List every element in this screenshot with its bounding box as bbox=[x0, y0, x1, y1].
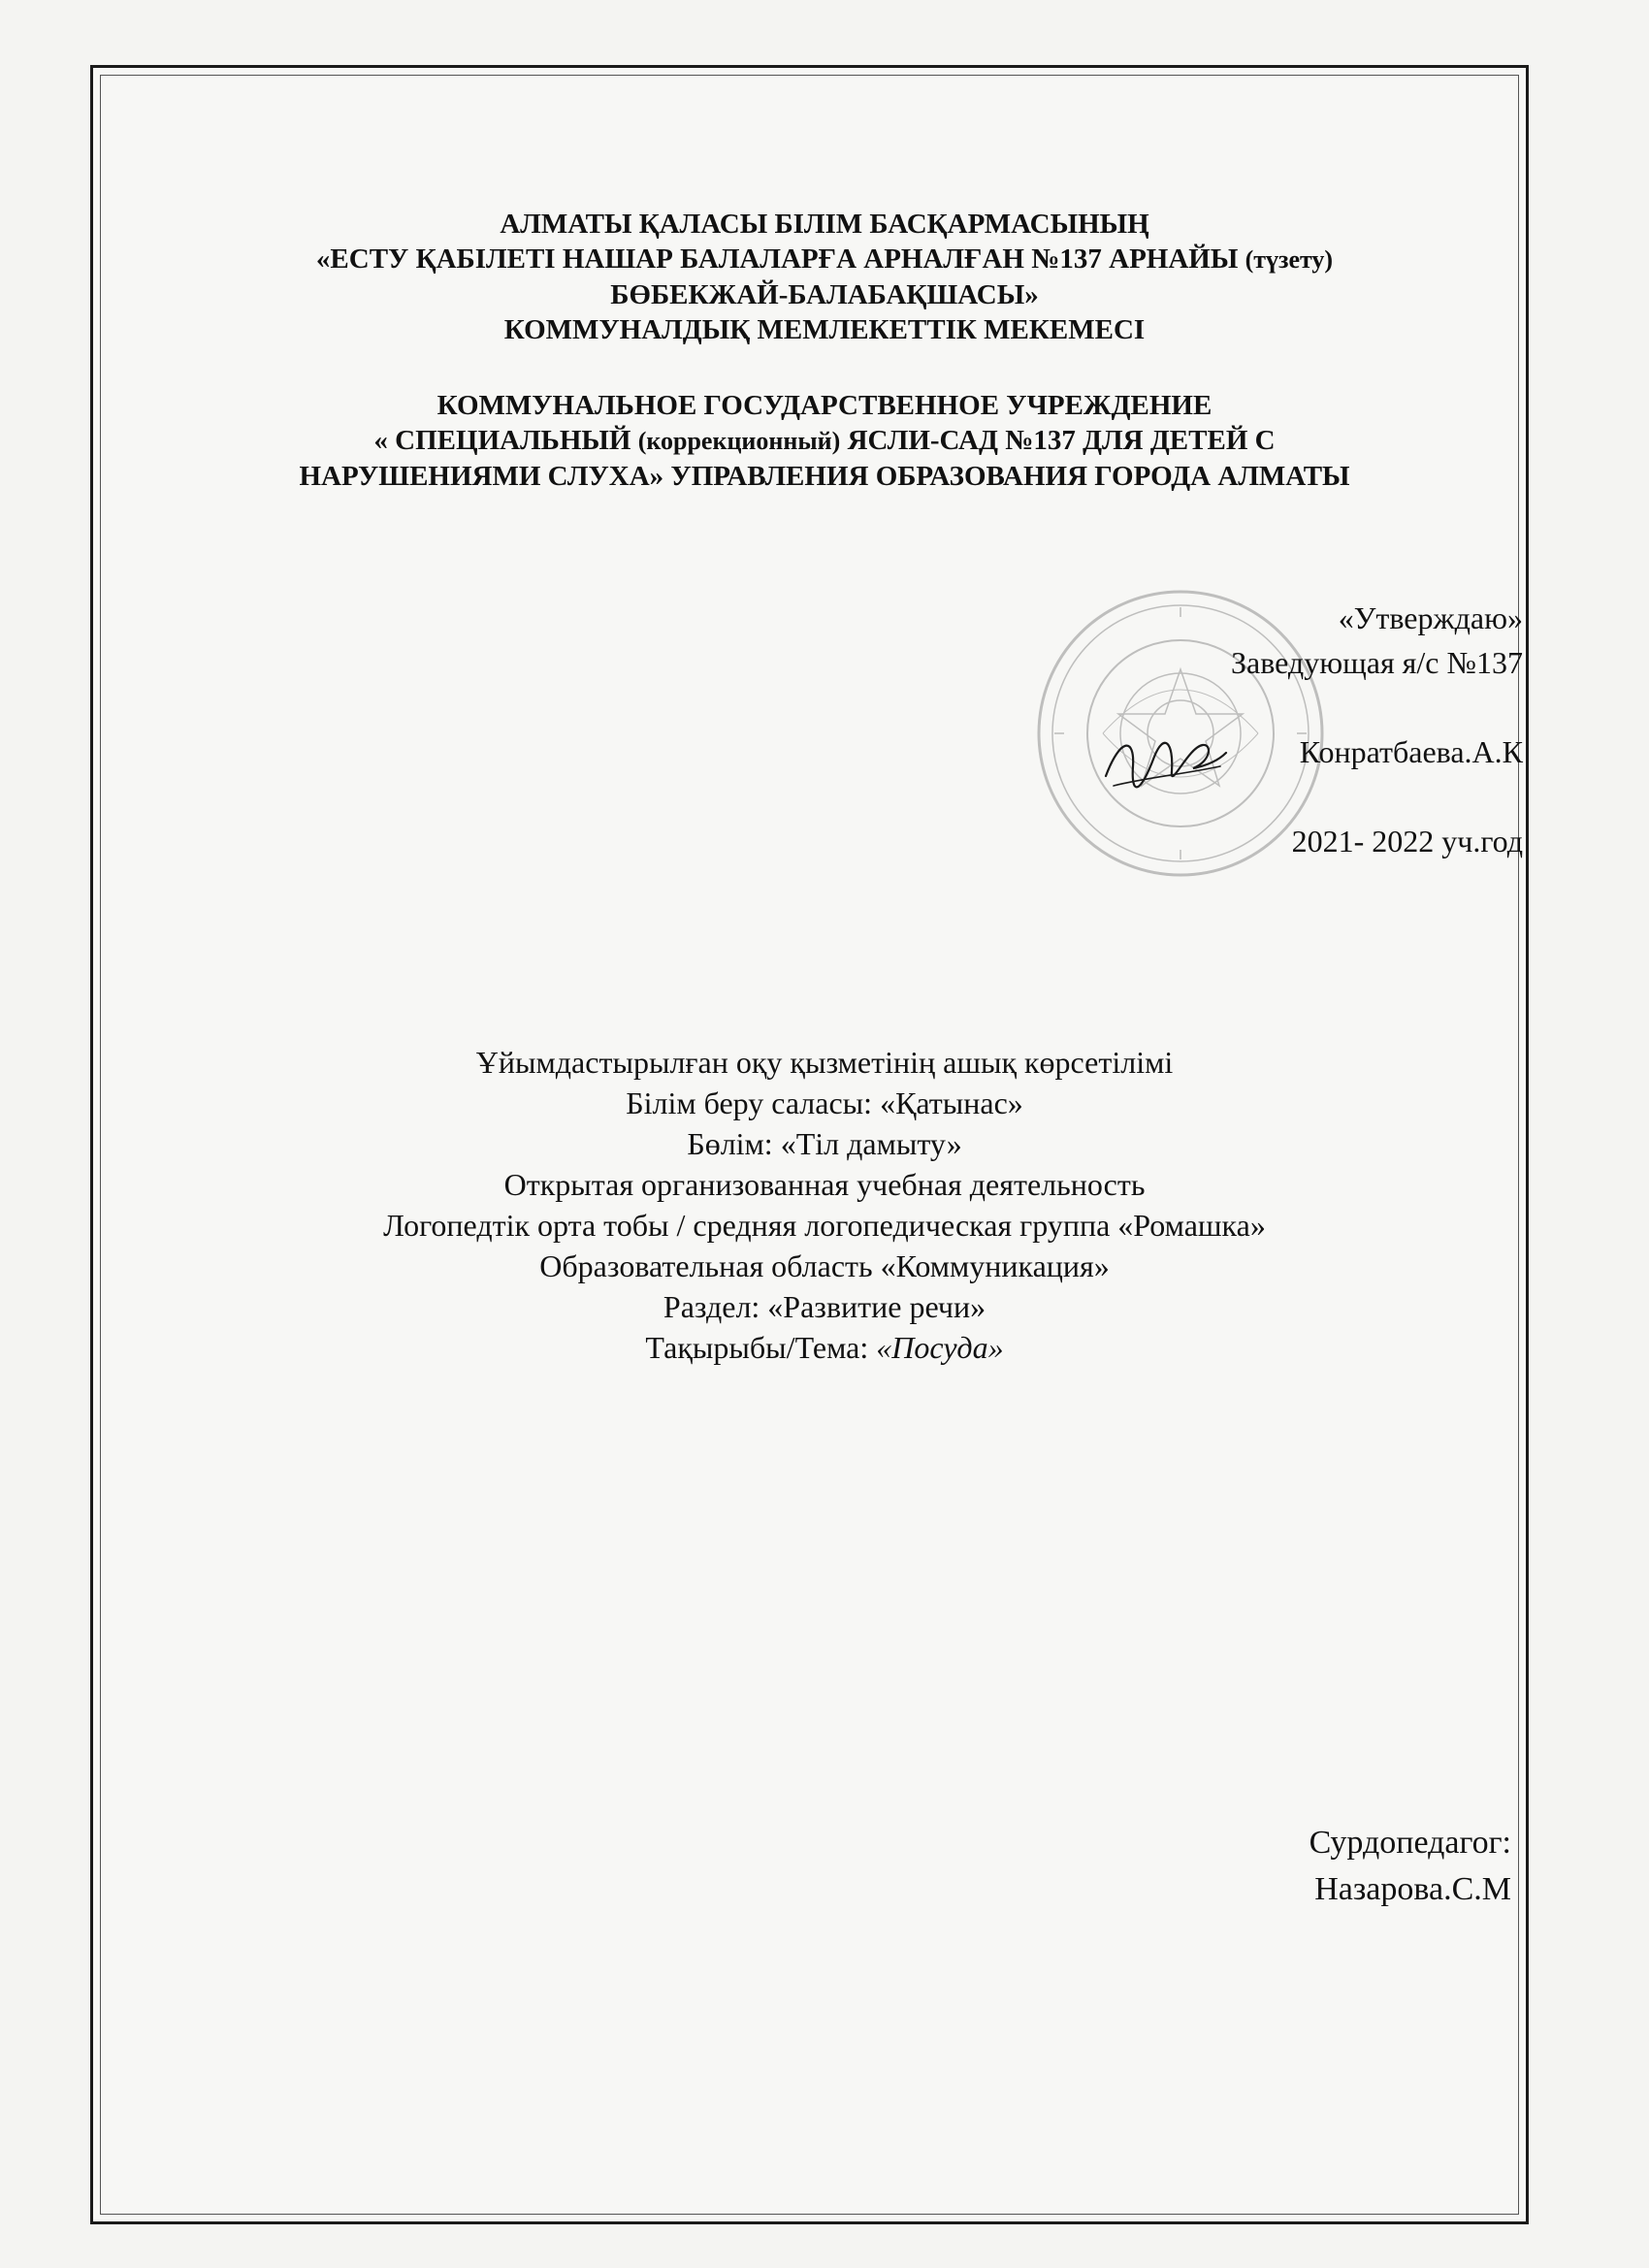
title-line-1: Ұйымдастырылған оқу қызметінің ашық көрсетілімі bbox=[475, 1045, 1174, 1080]
approval-year: 2021- 2022 уч.год bbox=[1291, 824, 1523, 859]
kazakh-header-line-4: КОММУНАЛДЫҚ МЕМЛЕКЕТТІК МЕКЕМЕСІ bbox=[503, 314, 1146, 345]
kazakh-header-line-2-paren: (түзету) bbox=[1245, 245, 1334, 274]
author-block bbox=[1123, 1820, 1511, 1913]
title-line-2: Білім беру саласы: «Қатынас» bbox=[626, 1085, 1023, 1120]
topic-line bbox=[0, 1327, 1649, 1368]
topic-value: «Посуда» bbox=[876, 1330, 1004, 1365]
kazakh-header-line-3: БӨБЕКЖАЙ-БАЛАБАҚШАСЫ» bbox=[610, 279, 1039, 310]
title-block bbox=[0, 1042, 1649, 1368]
title-line-7: Раздел: «Развитие речи» bbox=[663, 1289, 986, 1324]
kazakh-header-line-2-main: «ЕСТУ ҚАБІЛЕТІ НАШАР БАЛАЛАРҒА АРНАЛҒАН №137 АРНАЙЫ bbox=[315, 243, 1245, 275]
author-role: Сурдопедагог: bbox=[1309, 1825, 1511, 1861]
title-line-4: Открытая организованная учебная деятельность bbox=[503, 1167, 1146, 1202]
kazakh-header-line-1: АЛМАТЫ ҚАЛАСЫ БІЛІМ БАСҚАРМАСЫНЫҢ bbox=[500, 209, 1149, 240]
russian-header-line-1: КОММУНАЛЬНОЕ ГОСУДАРСТВЕННОЕ УЧРЕЖДЕНИЕ bbox=[436, 390, 1212, 421]
russian-header-line-2-paren: (коррекционный) bbox=[637, 427, 841, 455]
russian-header-line-2-a: « СПЕЦИАЛЬНЫЙ bbox=[373, 425, 638, 456]
approval-name: Конратбаева.А.К bbox=[1299, 734, 1523, 769]
title-line-3: Бөлім: «Тіл дамыту» bbox=[687, 1126, 962, 1161]
kazakh-header bbox=[0, 207, 1649, 347]
russian-header-line-2 bbox=[0, 423, 1649, 459]
russian-header-line-2-b: ЯСЛИ-САД №137 ДЛЯ ДЕТЕЙ С bbox=[840, 425, 1276, 456]
approval-position: Заведующая я/с №137 bbox=[1230, 645, 1523, 680]
topic-label: Тақырыбы/Тема: bbox=[645, 1330, 877, 1365]
author-name: Назарова.С.М bbox=[1314, 1871, 1511, 1907]
title-line-6: Образовательная область «Коммуникация» bbox=[539, 1248, 1110, 1283]
approval-label: «Утверждаю» bbox=[1338, 600, 1523, 635]
russian-header bbox=[0, 388, 1649, 494]
title-line-5: Логопедтік орта тобы / средняя логопедическая группа «Ромашка» bbox=[383, 1208, 1266, 1243]
kazakh-header-line-2 bbox=[0, 242, 1649, 277]
russian-header-line-3: НАРУШЕНИЯМИ СЛУХА» УПРАВЛЕНИЯ ОБРАЗОВАНИЯ ГОРОДА АЛМАТЫ bbox=[299, 461, 1350, 492]
approval-block bbox=[941, 596, 1523, 863]
